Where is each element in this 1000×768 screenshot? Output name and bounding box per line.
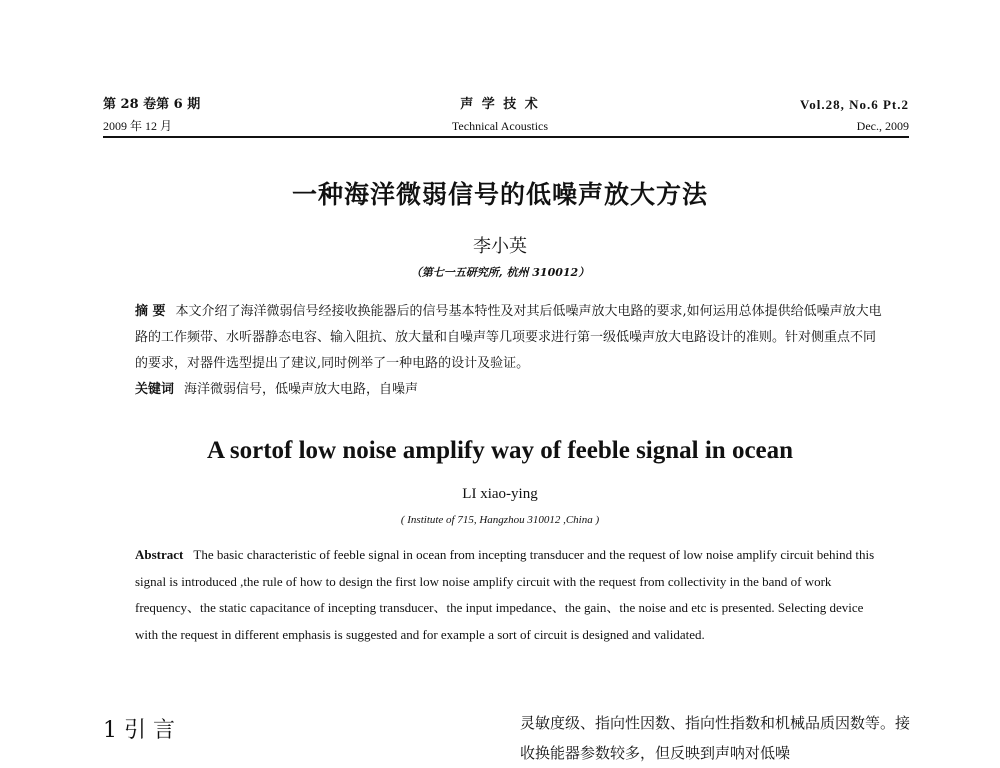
keywords-zh-label: 关键词 (135, 382, 175, 397)
journal-name-en: Technical Acoustics (451, 119, 549, 133)
journal-volume-en: Vol.28, No.6 Pt.2 (800, 97, 909, 112)
journal-volume: 第 28 卷第 6 期 (103, 97, 201, 112)
keywords-zh-text: 海洋微弱信号，低噪声放大电路，自噪声 (184, 382, 419, 397)
paper-title-en: A sortof low noise amplify way of feeble signal in ocean (206, 437, 794, 464)
abstract-en-label: Abstract (135, 547, 184, 562)
affiliation-zh: （第七一五研究所, 杭州 310012） (410, 266, 590, 279)
section-heading-introduction: 1 引 言 (103, 718, 175, 743)
abstract-en (135, 542, 885, 648)
journal-date-en: Dec., 2009 (856, 119, 909, 133)
paper-title-zh: 一种海洋微弱信号的低噪声放大方法 (291, 180, 708, 209)
author-en: LI xiao-ying (462, 486, 538, 502)
abstract-zh-text: 本文介绍了海洋微弱信号经接收换能器后的信号基本特性及对其后低噪声放大电路的要求,如何运用总体提供给低噪声放大电路的工作频带、水听器静态电容、输入阻抗、放大量和自噪声等几项要求进行第一级低噪声放大电路设计的准则。针对侧重点不同的要求，对器件选型提出了建议,同时例举了一种电路的设计及验证。 (135, 304, 882, 371)
abstract-zh-label: 摘 要 (135, 304, 166, 319)
journal-date: 2009 年 12 月 (103, 119, 173, 133)
affiliation-en: ( Institute of 715, Hangzhou 310012 ,China ) (400, 514, 600, 526)
abstract-zh (135, 299, 885, 403)
abstract-en-text: The basic characteristic of feeble signal in ocean from incepting transducer and the request of low noise amplify circuit behind this signal is introduced ,the rule of how to design the first low noise amplify circuit with the request from collectivity in the band of work frequency、the static capacitance of incepting transducer、the input impedance、the gain、the noise and etc is presented. Selecting device with the request in different emphasis is suggested and for example a sort of circuit is designed and validated. (135, 547, 875, 642)
author-zh: 李小英 (473, 236, 527, 257)
header-rule (103, 136, 909, 138)
body-text-right-column: 灵敏度级、指向性因数、指向性指数和机械品质因数等。接收换能器参数较多，但反映到声呐对低噪 (520, 714, 911, 762)
journal-name: 声 学 技 术 (460, 97, 540, 112)
